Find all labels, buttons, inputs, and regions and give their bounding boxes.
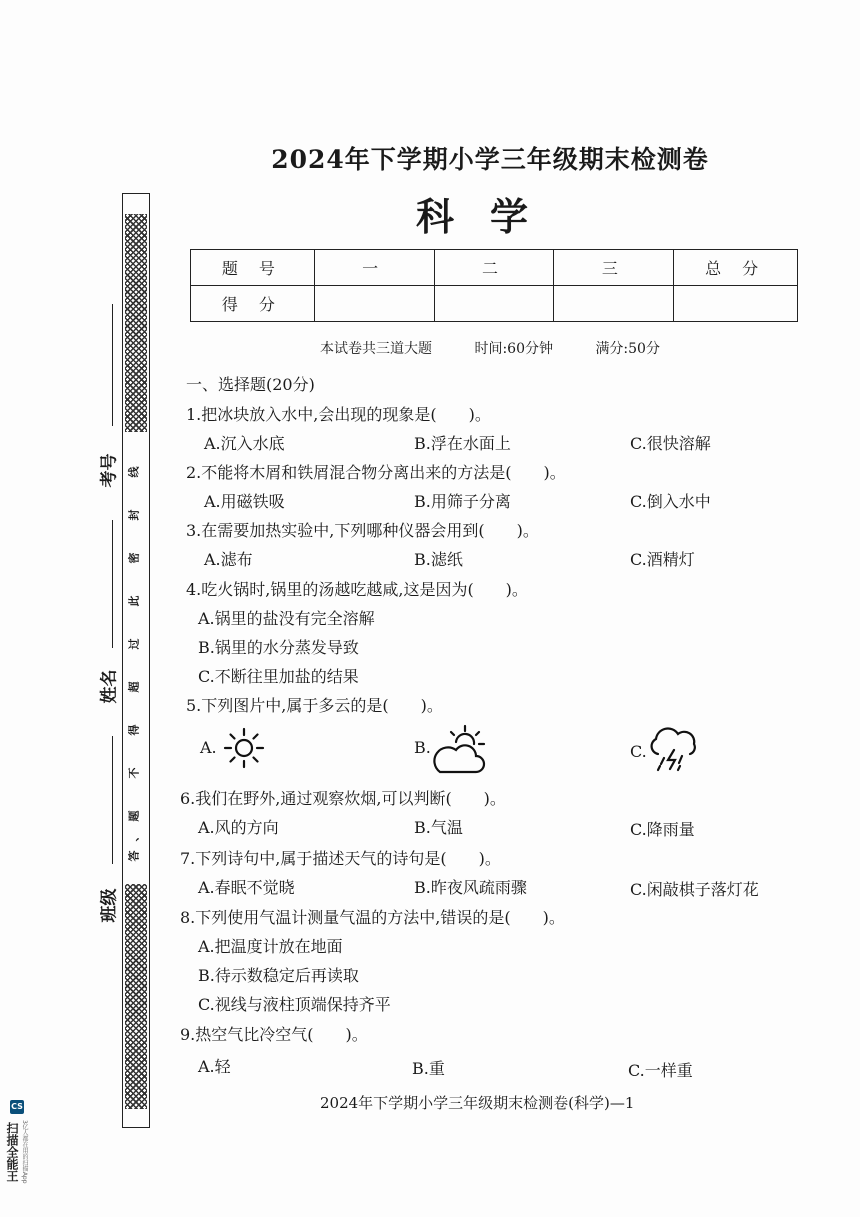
seal-char: 封 [127,509,141,521]
question-stem: 4.吃火锅时,锅里的汤越吃越咸,这是因为( )。 [186,580,528,599]
seal-char: 线 [127,466,141,478]
option[interactable]: A.轻 [198,1057,231,1076]
question-stem: 6.我们在野外,通过观察炊烟,可以判断( )。 [180,789,506,808]
score-header-cell: 三 [554,250,674,286]
option-label: C. [630,742,647,761]
name-line[interactable] [112,520,113,648]
question-stem: 1.把冰块放入水中,会出现的现象是( )。 [186,405,491,424]
option[interactable]: A.把温度计放在地面 [198,937,343,956]
option[interactable]: C.降雨量 [630,820,695,839]
option[interactable]: B.用筛子分离 [414,492,511,511]
score-header-cell: 二 [434,250,554,286]
page-footer: 2024年下学期小学三年级期末检测卷(科学)—1 [320,1094,635,1112]
option[interactable]: B.重 [412,1059,445,1078]
option[interactable]: A.用磁铁吸 [204,492,285,511]
option[interactable]: B.昨夜风疏雨骤 [414,878,527,897]
name-label: 姓名 [99,669,120,704]
scanner-tagline: 3亿人都在用的扫描App [21,1120,28,1184]
question-stem: 8.下列使用气温计测量气温的方法中,错误的是( )。 [180,908,565,927]
seal-hatch [125,884,147,1109]
seal-char: 此 [127,595,141,607]
class-line[interactable] [112,736,113,864]
exam-full-score: 满分:50分 [595,341,660,357]
score-header-cell: 总 分 [674,250,798,286]
scanner-logo: CS [10,1100,24,1114]
option[interactable]: C.很快溶解 [630,434,711,453]
sun-behind-cloud-icon [432,724,490,776]
option[interactable]: B.浮在水面上 [414,434,511,453]
seal-char: 超 [127,681,141,693]
scanner-brand-name: 扫描全能王 [5,1122,19,1182]
question-stem: 2.不能将木屑和铁屑混合物分离出来的方法是( )。 [186,463,566,482]
option[interactable]: A.锅里的盐没有完全溶解 [198,609,375,628]
exam-time: 时间:60分钟 [474,341,553,357]
score-row-label: 得 分 [191,286,315,322]
subject-title: 科学 [415,194,564,239]
thunderstorm-cloud-icon [648,726,700,772]
seal-char: 得 [127,724,141,736]
score-header-cell: 一 [314,250,434,286]
option[interactable]: C.视线与液柱顶端保持齐平 [198,995,391,1014]
question-stem: 5.下列图片中,属于多云的是( )。 [186,696,443,715]
option[interactable] [414,738,431,757]
option[interactable]: B.气温 [414,818,463,837]
exam-title: 2024年下学期小学三年级期末检测卷 [271,145,709,174]
option[interactable]: C.不断往里加盐的结果 [198,667,359,686]
option[interactable]: B.待示数稳定后再读取 [198,966,359,985]
seal-char: 密 [127,552,141,564]
score-header-cell: 题 号 [191,250,315,286]
question-stem: 3.在需要加热实验中,下列哪种仪器会用到( )。 [186,521,539,540]
score-cell[interactable] [674,286,798,322]
score-cell[interactable] [434,286,554,322]
class-label: 班级 [99,888,120,923]
seal-char: 答 [127,850,141,862]
exam-info [320,338,698,358]
section-heading: 一、选择题(20分) [186,375,315,394]
option[interactable]: A.沉入水底 [204,434,285,453]
score-cell[interactable] [314,286,434,322]
exam-parts: 本试卷共三道大题 [320,341,432,357]
option[interactable]: B.锅里的水分蒸发导致 [198,638,359,657]
seal-char: 、 [127,830,141,842]
seal-char: 过 [127,638,141,650]
option[interactable]: C.闲敲棋子落灯花 [630,880,759,899]
option[interactable] [200,738,217,757]
option[interactable]: C.酒精灯 [630,550,695,569]
sun-icon [222,726,266,770]
score-table [190,249,798,322]
option[interactable]: A.滤布 [204,550,253,569]
option[interactable]: A.风的方向 [198,818,279,837]
seal-hatch [125,214,147,432]
seal-strip [122,193,150,1128]
option[interactable]: B.滤纸 [414,550,463,569]
question-stem: 7.下列诗句中,属于描述天气的诗句是( )。 [180,849,501,868]
option[interactable]: C.倒入水中 [630,492,711,511]
score-table-header-row [191,250,798,286]
score-table-score-row [191,286,798,322]
option[interactable]: A.春眠不觉晓 [198,878,295,897]
option[interactable]: C.一样重 [628,1061,693,1080]
exam-number-label: 考号 [99,453,120,488]
option-label: A. [200,738,217,757]
seal-char: 题 [127,810,141,822]
option[interactable] [630,742,647,761]
seal-char: 不 [127,767,141,779]
score-cell[interactable] [554,286,674,322]
question-stem: 9.热空气比冷空气( )。 [180,1025,368,1044]
option-label: B. [414,738,431,757]
exam-number-line[interactable] [112,304,113,426]
